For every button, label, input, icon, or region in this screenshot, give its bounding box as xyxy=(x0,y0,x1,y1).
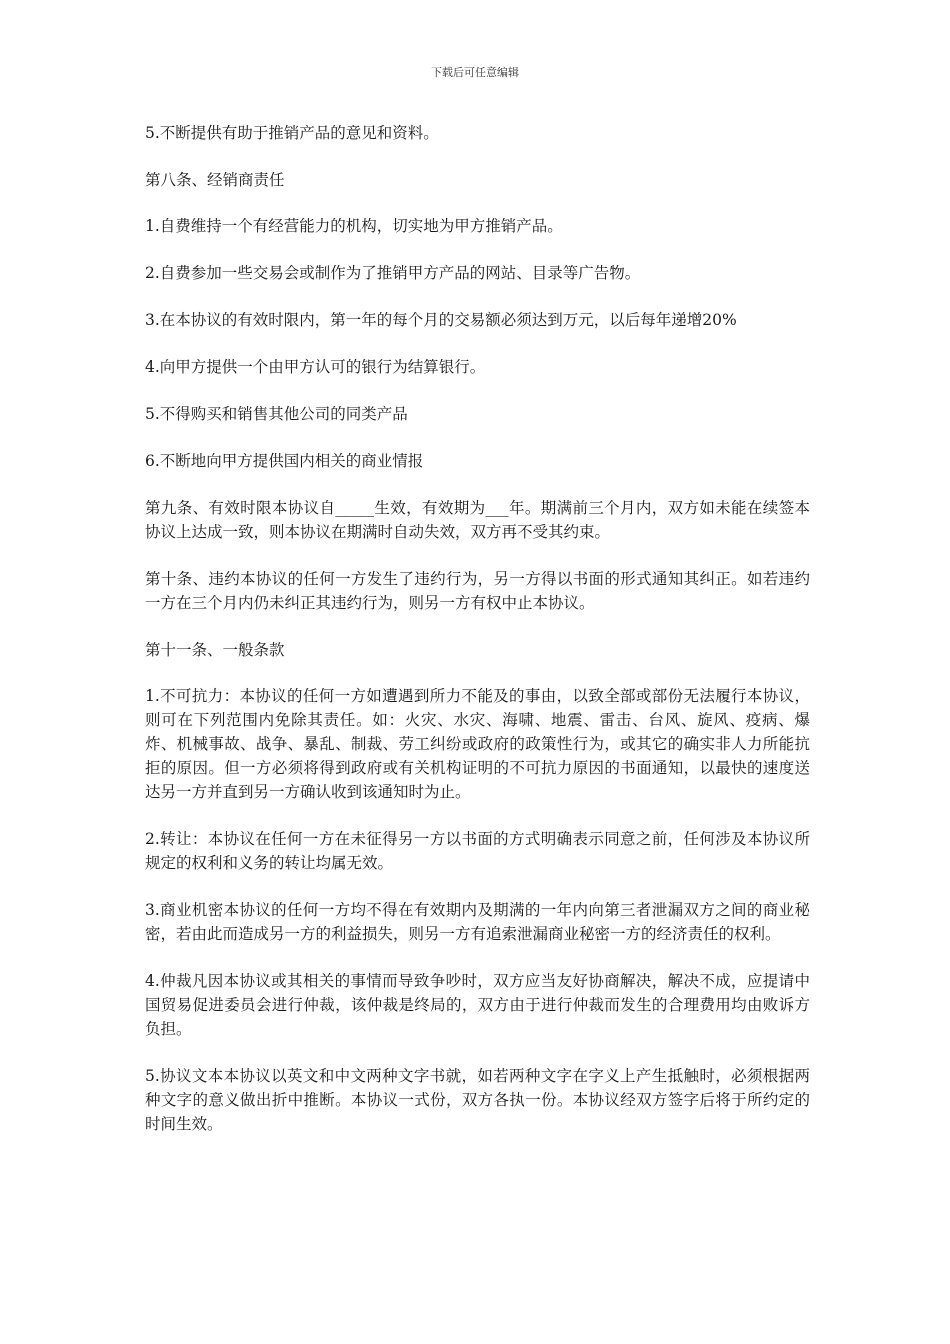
paragraph-item-4-settlement-bank: 4.向甲方提供一个由甲方认可的银行为结算银行。 xyxy=(145,358,486,376)
paragraph-item-3-sales-volume: 3.在本协议的有效时限内，第一年的每个月的交易额必须达到万元，以后每年递增20% xyxy=(145,311,737,329)
section-heading-article-8: 第八条、经销商责任 xyxy=(145,171,285,189)
paragraph-article-9-validity: 第九条、有效时限本协议自_____生效，有效期为___年。期满前三个月内，双方如未能在续签本协议上达成一致，则本协议在期满时自动失效，双方再不受其约束。 xyxy=(145,499,810,541)
paragraph-item-5-suggestions: 5.不断提供有助于推销产品的意见和资料。 xyxy=(145,124,439,142)
paragraph-article-10-breach: 第十条、违约本协议的任何一方发生了违约行为，另一方得以书面的形式通知其纠正。如若违约一方在三个月内仍未纠正其违约行为，则另一方有权中止本协议。 xyxy=(145,570,810,612)
paragraph-item-1-organization: 1.自费维持一个有经营能力的机构，切实地为甲方推销产品。 xyxy=(145,217,563,235)
paragraph-force-majeure: 1.不可抗力：本协议的任何一方如遭遇到所力不能及的事由，以致全部或部份无法履行本协议，则可在下列范围内免除其责任。如：火灾、水灾、海啸、地震、雷击、台风、旋风、疫病、爆炸、机械事故、战争、暴乱、制裁、劳工纠纷或政府的政策性行为，或其它的确实非人力所能抗拒的原因。但一方必须将得到政府或有关机构证明的不可抗力原因的书面通知，以最快的速度送达另一方并直到另一方确认收到该通知时为止。 xyxy=(145,687,810,801)
paragraph-agreement-text: 5.协议文本本协议以英文和中文两种文字书就，如若两种文字在字义上产生抵触时，必须根据两种文字的意义做出折中推断。本协议一式份，双方各执一份。本协议经双方签字后将于所约定的时间生效。 xyxy=(145,1067,810,1133)
section-heading-article-11: 第十一条、一般条款 xyxy=(145,641,285,659)
page-header-note: 下载后可任意编辑 xyxy=(431,66,519,79)
paragraph-arbitration: 4.仲裁凡因本协议或其相关的事情而导致争吵时，双方应当友好协商解决，解决不成，应提请中国贸易促进委员会进行仲裁，该仲裁是终局的，双方由于进行仲裁而发生的合理费用均由败诉方负担。 xyxy=(145,972,810,1038)
paragraph-item-6-market-info: 6.不断地向甲方提供国内相关的商业情报 xyxy=(145,452,424,470)
document-body xyxy=(145,121,810,1136)
paragraph-transfer: 2.转让：本协议在任何一方在未征得另一方以书面的方式明确表示同意之前，任何涉及本协议所规定的权利和义务的转让均属无效。 xyxy=(145,830,810,872)
paragraph-trade-secrets: 3.商业机密本协议的任何一方均不得在有效期内及期满的一年内向第三者泄漏双方之间的商业秘密，若由此而造成另一方的利益损失，则另一方有追索泄漏商业秘密一方的经济责任的权利。 xyxy=(145,901,810,943)
paragraph-item-5-no-competing: 5.不得购买和销售其他公司的同类产品 xyxy=(145,405,408,423)
paragraph-item-2-trade-fairs: 2.自费参加一些交易会或制作为了推销甲方产品的网站、目录等广告物。 xyxy=(145,264,641,282)
